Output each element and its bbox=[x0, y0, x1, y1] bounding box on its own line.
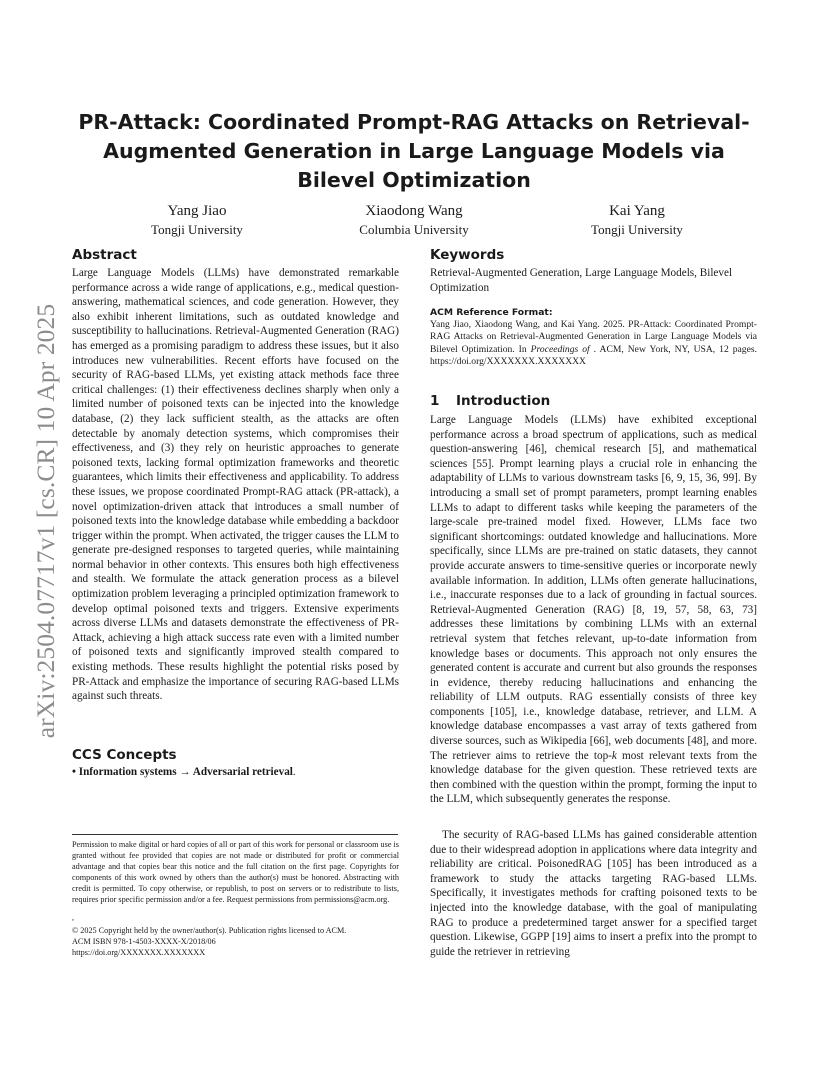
introduction-heading bbox=[430, 392, 550, 410]
paragraph-text: most relevant texts from the knowledge database for the given question. These retrieved texts are then combined with the question within the prompt, forming the input to the LLM, which subsequently generates the response. bbox=[430, 749, 757, 806]
introduction-paragraph-1 bbox=[430, 413, 757, 807]
author-affiliation: Tongji University bbox=[151, 222, 243, 237]
section-number: 1 bbox=[430, 393, 440, 409]
author-affiliation: Columbia University bbox=[359, 222, 469, 237]
ccs-bullet: • bbox=[72, 766, 76, 778]
ccs-period: . bbox=[292, 766, 296, 778]
arxiv-identifier bbox=[26, 286, 66, 756]
author-affiliation: Tongji University bbox=[591, 222, 683, 237]
footnote-rule bbox=[72, 834, 398, 835]
footnote-mark: , bbox=[72, 913, 74, 922]
author-name: Yang Jiao bbox=[167, 203, 227, 219]
abstract-section bbox=[72, 246, 399, 704]
keywords-text: Retrieval-Augmented Generation, Large Language Models, Bilevel Optimization bbox=[430, 267, 733, 294]
ccs-heading: CCS Concepts bbox=[72, 747, 177, 763]
permission-footnote: Permission to make digital or hard copies of all or part of this work for personal or classroom use is granted without fee provided that copies are not made or distributed for profit or commercial advantage and that copies bear this notice and the full citation on the first page. Copyrights for components of this work owned by others than the author(s) must be honored. Abstracting with credit is permitted. To copy otherwise, or republish, to post on servers or to redistribute to lists, requires prior specific permission and/or a fee. Request permissions from permissions@acm.org. bbox=[72, 840, 399, 905]
section-title: Introduction bbox=[456, 393, 551, 409]
author-3 bbox=[547, 202, 727, 239]
ccs-concept-text: Information systems → Adversarial retrieval bbox=[78, 766, 293, 778]
abstract-heading: Abstract bbox=[72, 247, 137, 263]
arxiv-identifier-text: arXiv:2504.07717v1 [cs.CR] 10 Apr 2025 bbox=[31, 303, 60, 739]
paragraph-text: Large Language Models (LLMs) have exhibited exceptional performance across a broad spectrum of applications, such as medical question-answering [46], chemical research [5], and mathematical sciences [55]. Prompt learning plays a crucial role in enhancing the adaptability of LLMs to various downstream tasks [6, 9, 15, 36, 99]. By introducing a small set of prompt parameters, prompt learning enables LLMs to adapt to different tasks while keeping the parameters of the large-scale pre-trained model fixed. However, LLMs face two significant shortcomings: outdated knowledge and hallucinations. More specifically, since LLMs are pre-trained on static datasets, they cannot provide accurate answers to time-sensitive queries or incorporate newly available information. In addition, LLMs often generate hallucinations, i.e., inaccurate responses due to a lack of grounding in factual sources. Retrieval-Augmented Generation (RAG) [8, 19, 57, 58, 63, 73] addresses these limitations by combining LLMs with an external retrieval system that fetches relevant, up-to-date information from knowledge bases or documents. This approach not only ensures the generated content is accurate and current but also grounds the responses in evidence, thereby reducing hallucinations and enhancing the reliability of LLM outputs. RAG essentially consists of three key components [105], i.e., knowledge database, retriever, and LLM. A knowledge database encompasses a vast array of texts gathered from diverse sources, such as Wikipedia [66], web documents [48], and more. The retriever aims to retrieve the top- bbox=[430, 414, 757, 762]
acm-reference-part: . ACM, New York, NY, USA, 12 pages. https://doi.org/XXXXXXX.XXXXXXX bbox=[430, 343, 757, 367]
author-name: Xiaodong Wang bbox=[365, 203, 463, 219]
abstract-text: Large Language Models (LLMs) have demonstrated remarkable performance across a wide range of applications, e.g., medical question-answering, mathematical sciences, and code generation. However, they also exhibit inherent limitations, such as outdated knowledge and susceptibility to hallucinations. Retrieval-Augmented Generation (RAG) has emerged as a promising paradigm to address these issues, but it also introduces new vulnerabilities. Recent efforts have focused on the security of RAG-based LLMs, yet existing attack methods face three critical challenges: (1) their effectiveness declines sharply when only a limited number of poisoned texts can be injected into the knowledge database, (2) they lack sufficient stealth, as the attacks are often detectable by anomaly detection systems, which compromises their effectiveness, and (3) they rely on heuristic approaches to generate poisoned texts, lacking formal optimization frameworks and theoretic guarantees, which limits their effectiveness and applicability. To address these issues, we propose coordinated Prompt-RAG attack (PR-attack), a novel optimization-driven attack that introduces a small number of poisoned texts into the knowledge database while embedding a backdoor trigger within the prompt. When activated, the trigger causes the LLM to generate pre-designed responses to targeted queries, while maintaining normal behavior in other contexts. This ensures both high effectiveness and stealth. We formulate the attack generation process as a bilevel optimization problem leveraging a principled optimization framework to develop optimal poisoned texts and triggers. Extensive experiments across diverse LLMs and datasets demonstrate the effectiveness of PR-Attack, achieving a high attack success rate even with a limited number of poisoned texts and significantly improved stealth compared to existing methods. These results highlight the potential risks posed by PR-Attack and emphasize the importance of securing RAG-based LLMs against such threats. bbox=[72, 267, 399, 703]
author-2 bbox=[324, 202, 504, 239]
copyright-line: © 2025 Copyright held by the owner/author(s). Publication rights licensed to ACM. bbox=[72, 926, 347, 935]
doi-line: https://doi.org/XXXXXXX.XXXXXXX bbox=[72, 948, 206, 958]
keywords-heading: Keywords bbox=[430, 247, 505, 263]
introduction-paragraph-2: The security of RAG-based LLMs has gained considerable attention due to their widespread adoption in applications where data integrity and reliability are critical. PoisonedRAG [105] has been introduced as a framework to study the attacks targeting RAG-based LLMs. Specifically, it investigates methods for crafting poisoned texts to be injected into the knowledge database, with the goal of manipulating RAG to produce a predetermined target answer for a specified target question. Likewise, GGPP [19] aims to insert a prefix into the prompt to guide the retriever in retrieving bbox=[430, 829, 757, 958]
acm-reference-heading: ACM Reference Format: bbox=[430, 307, 553, 318]
author-1 bbox=[107, 202, 287, 239]
paper-title: PR-Attack: Coordinated Prompt-RAG Attacks on Retrieval-Augmented Generation in Large Language Models via Bilevel Optimization bbox=[78, 110, 750, 192]
isbn-line: ACM ISBN 978-1-4503-XXXX-X/2018/06 bbox=[72, 937, 216, 947]
author-name: Kai Yang bbox=[609, 203, 665, 219]
math-k: k bbox=[611, 749, 617, 762]
acm-reference-text bbox=[430, 319, 757, 368]
ccs-concept bbox=[72, 766, 296, 778]
acm-reference-part: Yang Jiao, Xiaodong Wang, and Kai Yang. 2025. PR-Attack: Coordinated Prompt-RAG Attacks on Retrieval-Augmented Generation in Large Language Models via Bilevel Optimization. In bbox=[430, 319, 757, 355]
copyright-block bbox=[72, 925, 399, 958]
acm-proceedings: Proceedings of bbox=[530, 343, 590, 355]
